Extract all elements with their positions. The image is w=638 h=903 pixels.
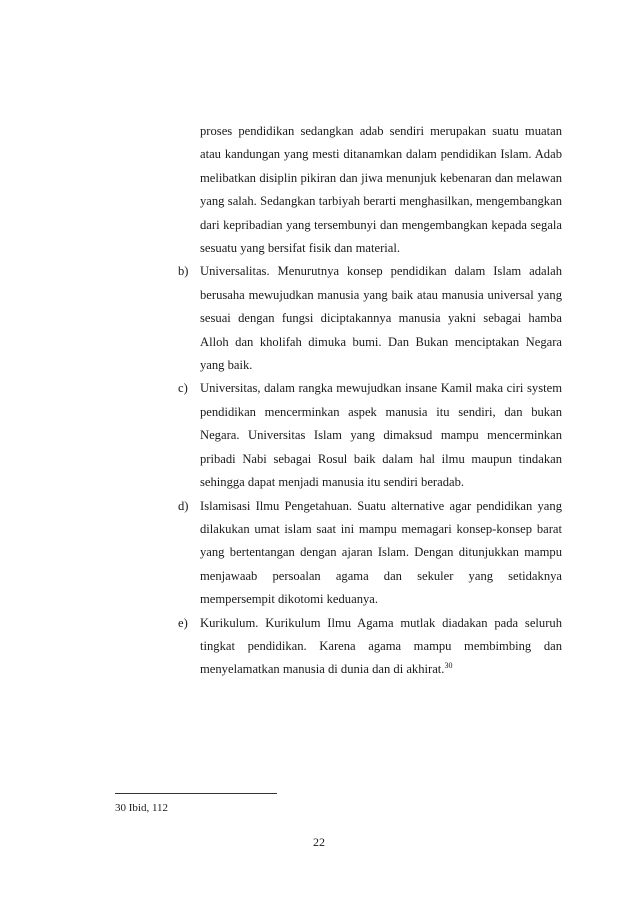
list-item-d bbox=[178, 495, 562, 612]
footnote-divider bbox=[115, 793, 277, 794]
list-item-text bbox=[200, 612, 562, 682]
list-item-e bbox=[178, 612, 562, 682]
page-number: 22 bbox=[313, 835, 325, 849]
list-item-text-content: Kurikulum. Kurikulum Ilmu Agama mutlak diadakan pada seluruh tingkat pendidikan. Karena agama mampu membimbing dan menyelamatkan manusia di dunia dan di akhirat. bbox=[200, 615, 562, 677]
list-item-text: Universitas, dalam rangka mewujudkan insane Kamil maka ciri system pendidikan mencerminkan aspek manusia itu sendiri, dan bukan Negara. Universitas Islam yang dimaksud mampu mencerminkan pribadi Nabi sebagai Rosul baik dalam hal ilmu maupun tindakan sehingga dapat menjadi manusia itu sendiri beradab. bbox=[200, 381, 562, 490]
list-marker: b) bbox=[178, 264, 189, 279]
list-marker: d) bbox=[178, 498, 189, 513]
list-item-text: Universalitas. Menurutnya konsep pendidikan dalam Islam adalah berusaha mewujudkan manusia yang baik atau manusia universal yang sesuai dengan fungsi diciptakannya manusia yakni sebagai hamba Alloh dan kholifah dimuka bumi. Dan Bukan menciptakan Negara yang baik. bbox=[200, 264, 562, 373]
footnote-text: Ibid, 112 bbox=[128, 802, 169, 814]
footnote-reference[interactable]: 30 bbox=[444, 661, 453, 671]
list-item-b bbox=[178, 260, 562, 377]
list-marker: c) bbox=[178, 381, 188, 396]
list-marker: e) bbox=[178, 615, 188, 630]
body-text bbox=[178, 120, 562, 682]
continuation-paragraph: proses pendidikan sedangkan adab sendiri merupakan suatu muatan atau kandungan yang mesti ditanamkan dalam pendidikan Islam. Adab melibatkan disiplin pikiran dan jiwa menunjuk kebenaran dan melawan yang salah. Sedangkan tarbiyah berarti menghasilkan, mengembangkan dari kepribadian yang tersembunyi dan mengembangkan kepada segala sesuatu yang bersifat fisik dan material. bbox=[200, 124, 562, 256]
list-item-text: Islamisasi Ilmu Pengetahuan. Suatu alternative agar pendidikan yang dilakukan umat islam saat ini mampu memagari konsep-konsep barat yang bertentangan dengan ajaran Islam. Dengan ditunjukkan mampu menjawaab persoalan agama dan sekuler yang setidaknya mempersempit dikotomi keduanya. bbox=[200, 498, 562, 607]
list-item-c bbox=[178, 377, 562, 494]
footnote-number: 30 bbox=[115, 802, 126, 814]
footnote bbox=[115, 801, 168, 815]
